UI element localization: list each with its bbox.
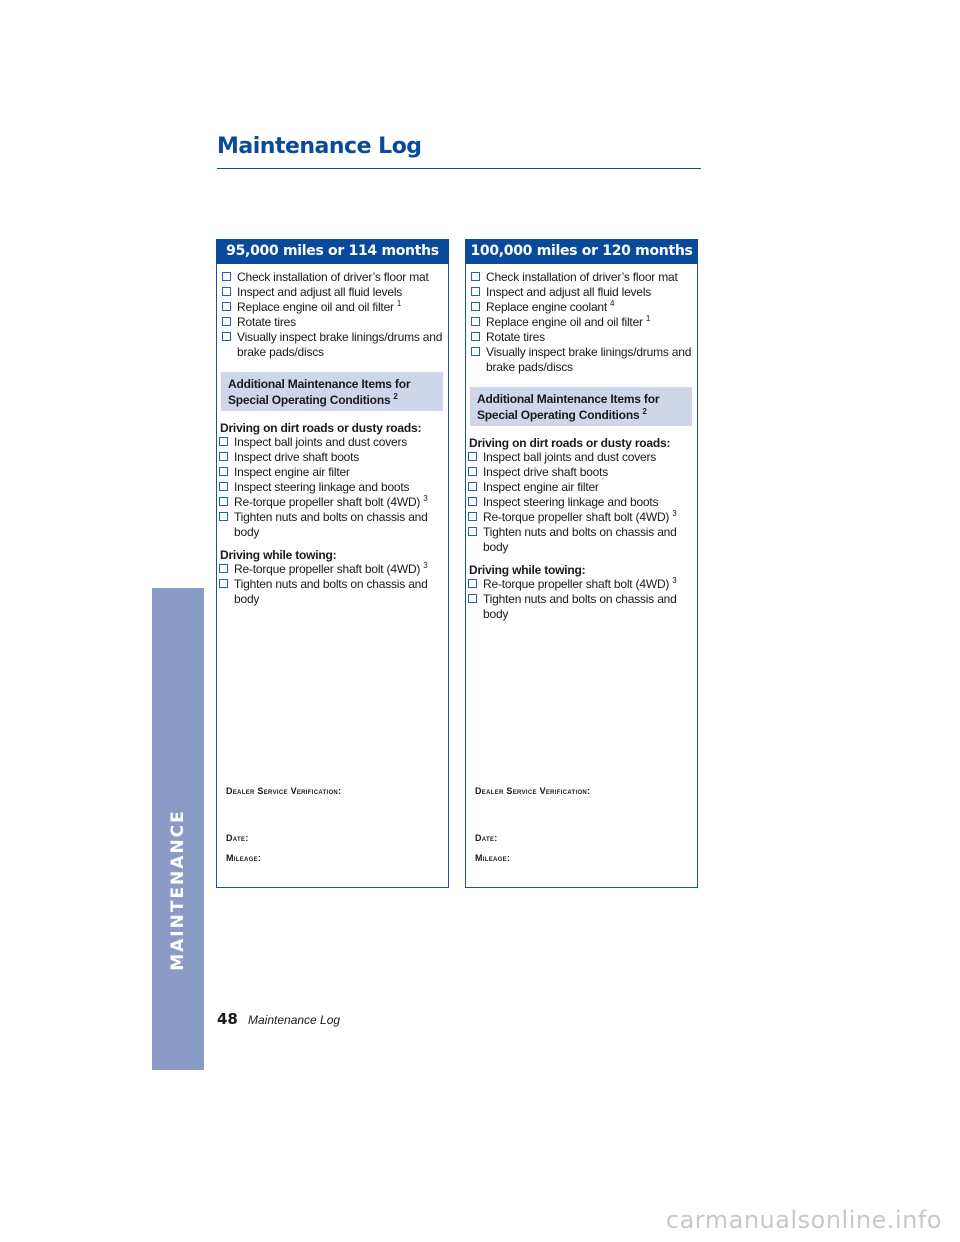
checkbox[interactable] xyxy=(219,564,228,573)
item-text: Replace engine coolant xyxy=(486,300,608,314)
item-text: Inspect ball joints and dust covers xyxy=(234,435,408,449)
additional-line-2-text: Special Operating Conditions xyxy=(477,408,640,422)
item-text: Inspect drive shaft boots xyxy=(483,465,609,479)
card-header: 95,000 miles or 114 months xyxy=(216,239,449,264)
checklist-item xyxy=(222,315,445,330)
title-divider xyxy=(217,168,701,169)
item-text: Tighten nuts and bolts on chassis and body xyxy=(234,577,428,606)
item-text: Re-torque propeller shaft bolt (4WD) xyxy=(483,577,670,591)
checkbox[interactable] xyxy=(222,302,231,311)
item-text: Inspect steering linkage and boots xyxy=(234,480,410,494)
checkbox[interactable] xyxy=(468,579,477,588)
dealer-verification-label: Dealer Service Verification: xyxy=(475,786,591,796)
checkbox[interactable] xyxy=(468,527,477,536)
checkbox[interactable] xyxy=(468,594,477,603)
footnote-ref: 2 xyxy=(393,392,398,401)
checklist-item xyxy=(468,577,697,592)
checklist xyxy=(217,270,448,360)
item-text: Tighten nuts and bolts on chassis and body xyxy=(483,525,677,554)
condition-section xyxy=(217,421,448,540)
checkbox[interactable] xyxy=(468,482,477,491)
condition-section xyxy=(466,563,697,622)
footnote-ref: 3 xyxy=(672,509,677,518)
page-number: 48 xyxy=(217,1010,238,1028)
checkbox[interactable] xyxy=(222,287,231,296)
footnote-ref: 3 xyxy=(672,576,677,585)
checkbox[interactable] xyxy=(219,497,228,506)
checkbox[interactable] xyxy=(219,452,228,461)
side-tab-label: MAINTENANCE xyxy=(168,809,188,971)
checkbox[interactable] xyxy=(219,512,228,521)
checklist-item xyxy=(219,465,448,480)
checklist-item xyxy=(219,450,448,465)
additional-line-1: Additional Maintenance Items for xyxy=(477,392,660,406)
section-heading: Driving while towing: xyxy=(220,548,337,562)
side-tab xyxy=(152,588,204,1070)
checklist-item xyxy=(471,330,694,345)
checklist-item xyxy=(468,465,697,480)
item-text: Check installation of driver’s floor mat xyxy=(486,270,678,284)
footnote-ref: 3 xyxy=(423,494,428,503)
checkbox[interactable] xyxy=(468,497,477,506)
checklist-item xyxy=(468,592,697,622)
mileage-label: Mileage: xyxy=(226,853,262,863)
checkbox[interactable] xyxy=(219,467,228,476)
checklist-item xyxy=(219,510,448,540)
item-text: Replace engine oil and oil filter xyxy=(237,300,394,314)
item-text: Inspect engine air filter xyxy=(234,465,350,479)
item-text: Visually inspect brake linings/drums and brake pads/discs xyxy=(486,345,692,374)
checklist-item xyxy=(219,495,448,510)
checklist-item xyxy=(468,480,697,495)
checklist-item xyxy=(222,300,445,315)
checkbox[interactable] xyxy=(471,287,480,296)
footnote-ref: 1 xyxy=(396,299,402,308)
item-text: Re-torque propeller shaft bolt (4WD) xyxy=(234,562,421,576)
checklist-item xyxy=(219,577,448,607)
footnote-ref: 1 xyxy=(645,314,651,323)
additional-line-2-text: Special Operating Conditions xyxy=(228,393,391,407)
section-heading: Driving on dirt roads or dusty roads: xyxy=(469,436,671,450)
checkbox[interactable] xyxy=(468,512,477,521)
checkbox[interactable] xyxy=(219,579,228,588)
checkbox[interactable] xyxy=(468,467,477,476)
checklist-item xyxy=(468,450,697,465)
page-title: Maintenance Log xyxy=(217,134,422,159)
checkbox[interactable] xyxy=(471,302,480,311)
checklist-item xyxy=(471,300,694,315)
checklist-item xyxy=(468,510,697,525)
item-text: Tighten nuts and bolts on chassis and body xyxy=(234,510,428,539)
date-label: Date: xyxy=(475,833,498,843)
checklist-item xyxy=(222,330,445,360)
checkbox[interactable] xyxy=(222,317,231,326)
additional-items-box xyxy=(221,372,443,411)
item-text: Inspect and adjust all fluid levels xyxy=(486,285,652,299)
checklist-item xyxy=(222,285,445,300)
additional-line-1: Additional Maintenance Items for xyxy=(228,377,411,391)
item-text: Inspect and adjust all fluid levels xyxy=(237,285,403,299)
checklist-item xyxy=(468,525,697,555)
watermark: carmanualsonline.info xyxy=(665,1206,942,1234)
maintenance-card-100000 xyxy=(465,239,698,888)
checkbox[interactable] xyxy=(468,452,477,461)
item-text: Rotate tires xyxy=(486,330,545,344)
checkbox[interactable] xyxy=(471,317,480,326)
card-header: 100,000 miles or 120 months xyxy=(465,239,698,264)
item-text: Inspect steering linkage and boots xyxy=(483,495,659,509)
checklist xyxy=(466,270,697,375)
checklist-item xyxy=(219,562,448,577)
item-text: Check installation of driver’s floor mat xyxy=(237,270,429,284)
checklist-item xyxy=(471,315,694,330)
item-text: Inspect drive shaft boots xyxy=(234,450,360,464)
checkbox[interactable] xyxy=(219,482,228,491)
checklist-item xyxy=(219,480,448,495)
maintenance-card-95000 xyxy=(216,239,449,888)
checklist-item xyxy=(471,270,694,285)
checklist-item xyxy=(468,495,697,510)
footnote-ref: 2 xyxy=(642,407,647,416)
checklist-item xyxy=(222,270,445,285)
footer-label: Maintenance Log xyxy=(248,1013,341,1027)
item-text: Replace engine oil and oil filter xyxy=(486,315,643,329)
additional-items-box xyxy=(470,387,692,426)
item-text: Re-torque propeller shaft bolt (4WD) xyxy=(234,495,421,509)
additional-line-2 xyxy=(228,392,435,408)
condition-section xyxy=(466,436,697,555)
checkbox[interactable] xyxy=(471,347,480,356)
checkbox[interactable] xyxy=(471,332,480,341)
checklist-item xyxy=(471,345,694,375)
section-heading: Driving on dirt roads or dusty roads: xyxy=(220,421,422,435)
checkbox[interactable] xyxy=(222,272,231,281)
item-text: Visually inspect brake linings/drums and brake pads/discs xyxy=(237,330,443,359)
condition-section xyxy=(217,548,448,607)
footnote-ref: 4 xyxy=(610,299,615,308)
mileage-label: Mileage: xyxy=(475,853,511,863)
item-text: Re-torque propeller shaft bolt (4WD) xyxy=(483,510,670,524)
footnote-ref: 3 xyxy=(423,561,428,570)
checkbox[interactable] xyxy=(219,437,228,446)
date-label: Date: xyxy=(226,833,249,843)
item-text: Tighten nuts and bolts on chassis and body xyxy=(483,592,677,621)
dealer-verification-label: Dealer Service Verification: xyxy=(226,786,342,796)
checkbox[interactable] xyxy=(471,272,480,281)
checklist-item xyxy=(471,285,694,300)
checkbox[interactable] xyxy=(222,332,231,341)
section-heading: Driving while towing: xyxy=(469,563,586,577)
additional-line-2 xyxy=(477,407,684,423)
item-text: Inspect engine air filter xyxy=(483,480,599,494)
item-text: Rotate tires xyxy=(237,315,296,329)
item-text: Inspect ball joints and dust covers xyxy=(483,450,657,464)
checklist-item xyxy=(219,435,448,450)
